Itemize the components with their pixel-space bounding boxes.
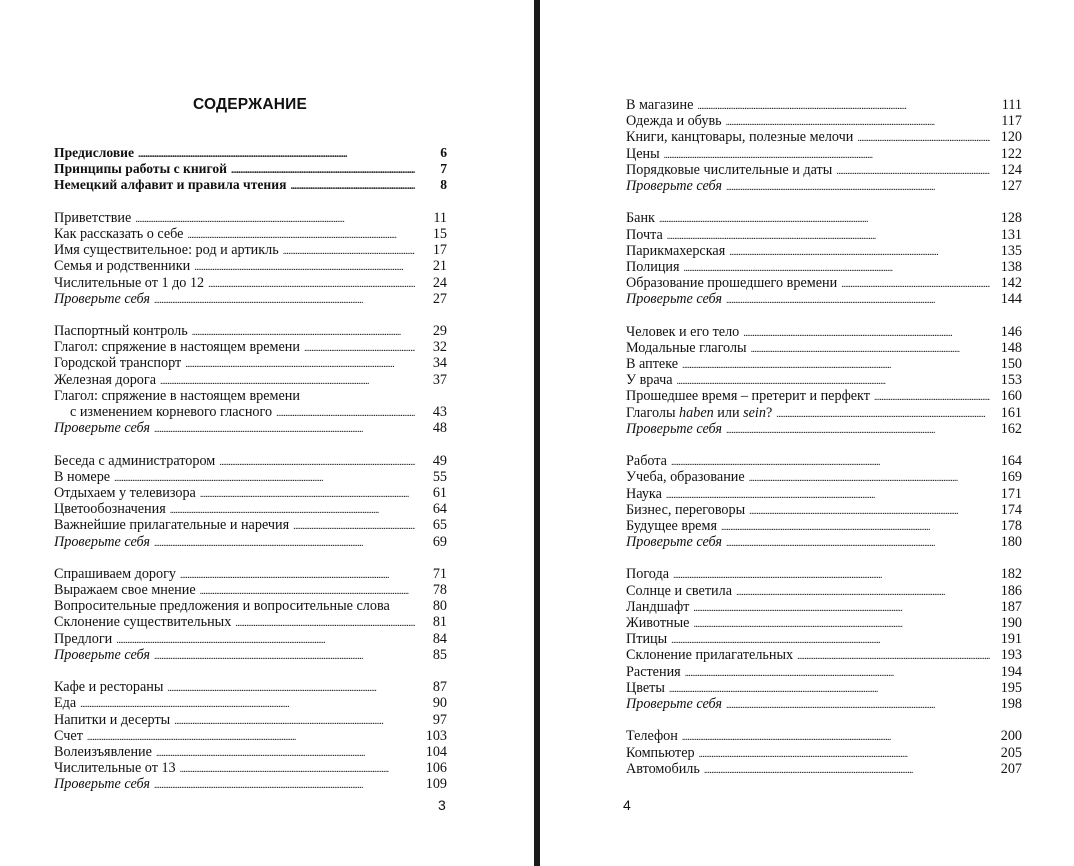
toc-entry-title: Беседа с администратором bbox=[54, 452, 216, 469]
toc-group bbox=[626, 728, 1022, 777]
toc-entry[interactable] bbox=[626, 761, 1022, 777]
toc-entry-page: 6 bbox=[440, 145, 447, 160]
toc-entry-page: 87 bbox=[432, 679, 447, 696]
toc-entry-page: 69 bbox=[432, 533, 447, 550]
toc-entry[interactable] bbox=[54, 339, 447, 355]
toc-entry-page: 8 bbox=[440, 177, 447, 193]
toc-entry-title: Напитки и десерты bbox=[54, 711, 171, 728]
toc-entry[interactable] bbox=[54, 372, 447, 388]
toc-entry[interactable] bbox=[54, 534, 447, 550]
toc-entry-title: Немецкий алфавит и правила чтения bbox=[54, 177, 287, 193]
toc-entry-page: 178 bbox=[1000, 517, 1022, 534]
toc-entry-title: Проверьте себя bbox=[626, 291, 722, 308]
toc-entry[interactable] bbox=[626, 534, 1022, 550]
toc-entry-title: В номере bbox=[54, 468, 111, 485]
toc-dot-leader bbox=[726, 291, 990, 309]
toc-entry-title: Предлоги bbox=[54, 630, 113, 647]
toc-group bbox=[626, 453, 1022, 550]
toc-entry-page: 182 bbox=[1000, 566, 1022, 583]
toc-entry-title: Приветствие bbox=[54, 209, 132, 226]
toc-column-left bbox=[54, 145, 447, 809]
toc-entry-title: Предисловие bbox=[54, 145, 135, 160]
toc-group bbox=[54, 453, 447, 550]
toc-entry-page: 122 bbox=[1000, 145, 1022, 162]
toc-entry-page: 195 bbox=[1000, 679, 1022, 696]
toc-entry[interactable] bbox=[54, 323, 447, 339]
toc-entry-page: 198 bbox=[1000, 695, 1022, 712]
toc-entry-page: 15 bbox=[432, 225, 447, 242]
toc-entry[interactable] bbox=[54, 469, 447, 485]
toc-dot-leader bbox=[154, 647, 415, 665]
toc-entry[interactable] bbox=[54, 275, 447, 291]
toc-entry[interactable] bbox=[54, 712, 447, 728]
toc-dot-leader bbox=[726, 421, 990, 439]
toc-entry-page: 169 bbox=[1000, 469, 1022, 486]
toc-entry[interactable] bbox=[626, 583, 1022, 599]
toc-entry-page: 193 bbox=[1000, 647, 1022, 664]
toc-entry-title: Паспортный контроль bbox=[54, 323, 188, 340]
toc-entry[interactable] bbox=[626, 518, 1022, 534]
toc-dot-leader bbox=[704, 761, 990, 779]
toc-dot-leader bbox=[154, 291, 415, 309]
page-gutter bbox=[534, 0, 540, 866]
toc-entry-title: Проверьте себя bbox=[54, 290, 150, 307]
toc-dot-leader bbox=[154, 534, 415, 552]
toc-entry[interactable] bbox=[626, 745, 1022, 761]
toc-entry-title: Цветообозначения bbox=[54, 501, 166, 518]
toc-entry-title: Семья и родственники bbox=[54, 258, 191, 275]
toc-entry[interactable] bbox=[54, 744, 447, 760]
toc-entry[interactable] bbox=[54, 258, 447, 274]
toc-entry-page: 11 bbox=[433, 209, 447, 226]
toc-entry-page: 190 bbox=[1000, 615, 1022, 631]
toc-dot-leader bbox=[154, 420, 415, 438]
toc-entry-title: Принципы работы с книгой bbox=[54, 161, 227, 177]
toc-entry-page: 24 bbox=[432, 274, 447, 291]
toc-entry-page: 194 bbox=[1000, 663, 1022, 680]
toc-dot-leader bbox=[290, 177, 415, 195]
toc-entry-title: Цены bbox=[626, 145, 660, 162]
toc-entry-page: 90 bbox=[432, 695, 447, 712]
toc-entry-title: Учеба, образование bbox=[626, 469, 745, 486]
toc-entry-page: 153 bbox=[1000, 372, 1022, 389]
toc-entry-title: Проверьте себя bbox=[626, 695, 722, 712]
toc-entry-title: Почта bbox=[626, 226, 663, 243]
toc-entry-title: Проверьте себя bbox=[626, 177, 722, 194]
toc-entry-title: Счет bbox=[54, 727, 83, 744]
toc-entry-page: 180 bbox=[1000, 534, 1022, 551]
toc-group bbox=[626, 210, 1022, 307]
toc-entry-title: Как рассказать о себе bbox=[54, 225, 184, 242]
toc-entry[interactable] bbox=[54, 355, 447, 371]
toc-entry-page: 21 bbox=[432, 258, 447, 275]
toc-entry[interactable] bbox=[626, 696, 1022, 712]
toc-entry-title: Растения bbox=[626, 663, 681, 680]
toc-entry-page: 64 bbox=[432, 501, 447, 518]
toc-entry[interactable] bbox=[626, 566, 1022, 582]
toc-entry-page: 17 bbox=[432, 242, 447, 259]
toc-entry-title: Работа bbox=[626, 453, 667, 470]
toc-entry[interactable] bbox=[626, 113, 1022, 129]
toc-entry-title: Проверьте себя bbox=[54, 776, 150, 793]
toc-entry-title: с изменением корневого гласного bbox=[70, 404, 273, 420]
toc-entry[interactable] bbox=[626, 502, 1022, 518]
toc-entry-title: Полиция bbox=[626, 258, 680, 275]
toc-entry[interactable] bbox=[54, 388, 447, 404]
toc-dot-leader bbox=[726, 534, 990, 552]
toc-entry[interactable] bbox=[626, 275, 1022, 291]
toc-entry-title: Будущее время bbox=[626, 517, 717, 534]
toc-entry-page: 80 bbox=[432, 598, 447, 615]
toc-entry-page: 124 bbox=[1000, 161, 1022, 178]
toc-entry-page: 207 bbox=[1000, 760, 1022, 777]
toc-entry[interactable] bbox=[626, 178, 1022, 194]
toc-entry-page: 191 bbox=[1000, 631, 1022, 648]
toc-entry[interactable] bbox=[54, 631, 447, 647]
toc-entry-title: Телефон bbox=[626, 728, 678, 745]
toc-entry[interactable] bbox=[626, 259, 1022, 275]
toc-entry[interactable] bbox=[626, 599, 1022, 615]
toc-entry[interactable] bbox=[626, 162, 1022, 178]
toc-entry-page: 187 bbox=[1000, 598, 1022, 615]
toc-entry-title: Прошедшее время – претерит и перфект bbox=[626, 388, 870, 405]
toc-dot-leader bbox=[726, 178, 990, 196]
toc-entry-title: Железная дорога bbox=[54, 371, 157, 388]
toc-entry-page: 34 bbox=[432, 355, 447, 372]
toc-entry[interactable] bbox=[626, 129, 1022, 145]
toc-entry-page: 111 bbox=[1001, 97, 1022, 113]
toc-entry-page: 117 bbox=[1001, 113, 1022, 130]
toc-group bbox=[54, 679, 447, 792]
toc-entry[interactable] bbox=[54, 760, 447, 776]
toc-entry-page: 120 bbox=[1000, 129, 1022, 146]
toc-entry-page: 81 bbox=[432, 614, 447, 631]
toc-entry-page: 161 bbox=[1000, 404, 1022, 421]
toc-entry-page: 29 bbox=[432, 323, 447, 340]
toc-entry-page: 142 bbox=[1000, 275, 1022, 292]
toc-entry[interactable] bbox=[54, 210, 447, 226]
toc-entry-page: 55 bbox=[432, 468, 447, 485]
toc-entry-page: 205 bbox=[1000, 744, 1022, 761]
toc-entry-page: 48 bbox=[432, 420, 447, 437]
toc-entry-title: Кафе и рестораны bbox=[54, 679, 164, 696]
toc-entry[interactable] bbox=[54, 420, 447, 436]
toc-group bbox=[54, 210, 447, 307]
toc-entry[interactable] bbox=[54, 242, 447, 258]
toc-entry[interactable] bbox=[54, 485, 447, 501]
page-number-left: 3 bbox=[438, 797, 446, 813]
toc-entry[interactable] bbox=[626, 324, 1022, 340]
toc-entry-page: 144 bbox=[1000, 291, 1022, 308]
toc-entry-page: 103 bbox=[425, 727, 447, 744]
toc-entry-title: Глагол: спряжение в настоящем времени bbox=[54, 339, 300, 356]
toc-group bbox=[626, 324, 1022, 437]
toc-entry-title: Человек и его тело bbox=[626, 323, 740, 340]
toc-entry-title: Спрашиваем дорогу bbox=[54, 565, 177, 582]
toc-entry[interactable] bbox=[54, 161, 447, 177]
toc-entry-title: Порядковые числительные и даты bbox=[626, 161, 833, 178]
toc-entry-page: 43 bbox=[432, 404, 447, 420]
toc-entry-title: Банк bbox=[626, 210, 655, 227]
toc-entry[interactable] bbox=[626, 631, 1022, 647]
toc-entry-page: 135 bbox=[1000, 242, 1022, 259]
toc-entry-title: Склонение прилагательных bbox=[626, 647, 794, 664]
toc-entry[interactable] bbox=[54, 566, 447, 582]
toc-entry-page: 164 bbox=[1000, 453, 1022, 470]
toc-entry-page: 128 bbox=[1000, 210, 1022, 227]
toc-entry-title: Животные bbox=[626, 615, 690, 631]
toc-entry[interactable] bbox=[626, 372, 1022, 388]
toc-entry-page: 97 bbox=[432, 711, 447, 728]
toc-entry[interactable] bbox=[626, 664, 1022, 680]
toc-entry[interactable] bbox=[626, 469, 1022, 485]
toc-entry-page: 61 bbox=[432, 484, 447, 501]
toc-entry-title: Погода bbox=[626, 566, 670, 583]
toc-entry-title: Автомобиль bbox=[626, 760, 700, 777]
toc-entry[interactable] bbox=[626, 453, 1022, 469]
toc-entry-page: 78 bbox=[432, 582, 447, 599]
toc-entry-page: 200 bbox=[1000, 728, 1022, 745]
toc-entry-title: Вопросительные предложения и вопросительные слова bbox=[54, 598, 390, 615]
toc-entry[interactable] bbox=[626, 405, 1022, 421]
toc-entry[interactable] bbox=[626, 680, 1022, 696]
toc-entry-page: 127 bbox=[1000, 177, 1022, 194]
toc-entry-title: Глаголы haben или sein? bbox=[626, 404, 773, 421]
toc-entry[interactable] bbox=[54, 598, 447, 614]
toc-entry[interactable] bbox=[54, 501, 447, 517]
page-title: СОДЕРЖАНИЕ bbox=[192, 96, 308, 113]
toc-entry[interactable] bbox=[626, 388, 1022, 404]
toc-entry[interactable] bbox=[54, 226, 447, 242]
toc-entry-title: Проверьте себя bbox=[54, 646, 150, 663]
toc-entry-title: Книги, канцтовары, полезные мелочи bbox=[626, 129, 854, 146]
toc-entry-page: 84 bbox=[432, 630, 447, 647]
toc-entry-title: Числительные от 13 bbox=[54, 760, 176, 777]
toc-entry-title: Образование прошедшего времени bbox=[626, 275, 838, 292]
toc-entry-page: 104 bbox=[425, 743, 447, 760]
toc-entry[interactable] bbox=[54, 582, 447, 598]
toc-entry-page: 186 bbox=[1000, 582, 1022, 599]
toc-entry-title: У врача bbox=[626, 372, 673, 389]
toc-column-right bbox=[626, 97, 1022, 793]
toc-entry-title: Проверьте себя bbox=[626, 420, 722, 437]
toc-entry-page: 65 bbox=[432, 517, 447, 534]
toc-entry-title: Цветы bbox=[626, 679, 665, 696]
toc-entry-page: 106 bbox=[425, 760, 447, 777]
toc-entry-page: 131 bbox=[1000, 226, 1022, 243]
toc-entry[interactable] bbox=[626, 97, 1022, 113]
toc-entry-title: Парикмахерская bbox=[626, 242, 726, 259]
toc-entry-title: В аптеке bbox=[626, 356, 679, 372]
toc-entry[interactable] bbox=[54, 404, 447, 420]
toc-entry-title: Выражаем свое мнение bbox=[54, 582, 196, 599]
toc-entry-page: 7 bbox=[440, 161, 447, 177]
toc-group bbox=[54, 145, 447, 194]
toc-entry[interactable] bbox=[626, 647, 1022, 663]
toc-entry-page: 37 bbox=[432, 371, 447, 388]
toc-entry-title: Городской транспорт bbox=[54, 355, 182, 372]
toc-entry[interactable] bbox=[54, 177, 447, 193]
toc-entry[interactable] bbox=[626, 243, 1022, 259]
toc-entry-title: Модальные глаголы bbox=[626, 339, 747, 356]
toc-entry[interactable] bbox=[626, 421, 1022, 437]
toc-dot-leader bbox=[154, 776, 415, 794]
toc-entry-page: 138 bbox=[1000, 258, 1022, 275]
toc-entry-title: Склонение существительных bbox=[54, 614, 232, 631]
toc-entry[interactable] bbox=[626, 146, 1022, 162]
toc-entry-title: Солнце и светила bbox=[626, 582, 732, 599]
toc-entry[interactable] bbox=[54, 647, 447, 663]
toc-entry-page: 171 bbox=[1000, 485, 1022, 502]
toc-group bbox=[626, 97, 1022, 194]
toc-entry-title: Имя существительное: род и артикль bbox=[54, 242, 279, 259]
toc-group bbox=[54, 323, 447, 436]
toc-entry[interactable] bbox=[54, 728, 447, 744]
toc-entry-title: Важнейшие прилагательные и наречия bbox=[54, 517, 290, 534]
toc-entry-title: Наука bbox=[626, 485, 662, 502]
toc-entry-page: 162 bbox=[1000, 420, 1022, 437]
toc-entry[interactable] bbox=[626, 356, 1022, 372]
toc-entry[interactable] bbox=[626, 615, 1022, 631]
toc-entry-title: Глагол: спряжение в настоящем времени bbox=[54, 387, 300, 404]
toc-entry-page: 85 bbox=[432, 646, 447, 663]
toc-entry-page: 109 bbox=[425, 776, 447, 793]
toc-dot-leader bbox=[726, 696, 990, 714]
toc-entry[interactable] bbox=[626, 728, 1022, 744]
toc-entry-title: Проверьте себя bbox=[54, 420, 150, 437]
toc-entry[interactable] bbox=[626, 340, 1022, 356]
toc-entry[interactable] bbox=[54, 453, 447, 469]
toc-group bbox=[54, 566, 447, 663]
toc-entry[interactable] bbox=[54, 776, 447, 792]
toc-entry-title: Ландшафт bbox=[626, 598, 690, 615]
toc-entry-title: Птицы bbox=[626, 631, 668, 648]
toc-entry-page: 49 bbox=[432, 452, 447, 469]
toc-entry-title: Проверьте себя bbox=[54, 533, 150, 550]
toc-entry[interactable] bbox=[626, 291, 1022, 307]
toc-entry[interactable] bbox=[54, 614, 447, 630]
toc-entry-title: Числительные от 1 до 12 bbox=[54, 274, 205, 291]
toc-entry-title: Проверьте себя bbox=[626, 534, 722, 551]
toc-entry-title: Отдыхаем у телевизора bbox=[54, 484, 196, 501]
toc-entry[interactable] bbox=[54, 145, 447, 161]
toc-group bbox=[626, 566, 1022, 712]
toc-entry[interactable] bbox=[54, 291, 447, 307]
toc-entry-title: Компьютер bbox=[626, 744, 695, 761]
toc-entry-page: 160 bbox=[1000, 388, 1022, 405]
toc-entry-page: 174 bbox=[1000, 501, 1022, 518]
toc-entry[interactable] bbox=[626, 486, 1022, 502]
toc-entry-page: 27 bbox=[432, 290, 447, 307]
toc-entry-title: Волеизъявление bbox=[54, 743, 152, 760]
toc-entry[interactable] bbox=[54, 695, 447, 711]
toc-entry-title: В магазине bbox=[626, 97, 694, 113]
toc-entry-title: Бизнес, переговоры bbox=[626, 501, 746, 518]
toc-entry[interactable] bbox=[626, 210, 1022, 226]
toc-entry-page: 148 bbox=[1000, 339, 1022, 356]
toc-entry[interactable] bbox=[626, 227, 1022, 243]
toc-entry-page: 146 bbox=[1000, 323, 1022, 340]
toc-entry[interactable] bbox=[54, 517, 447, 533]
toc-entry-page: 150 bbox=[1000, 356, 1022, 372]
toc-entry[interactable] bbox=[54, 679, 447, 695]
toc-entry-page: 71 bbox=[432, 565, 447, 582]
toc-entry-page: 32 bbox=[432, 339, 447, 356]
toc-entry-title: Еда bbox=[54, 695, 77, 712]
toc-entry-title: Одежда и обувь bbox=[626, 113, 722, 130]
page-number-right: 4 bbox=[623, 797, 631, 813]
